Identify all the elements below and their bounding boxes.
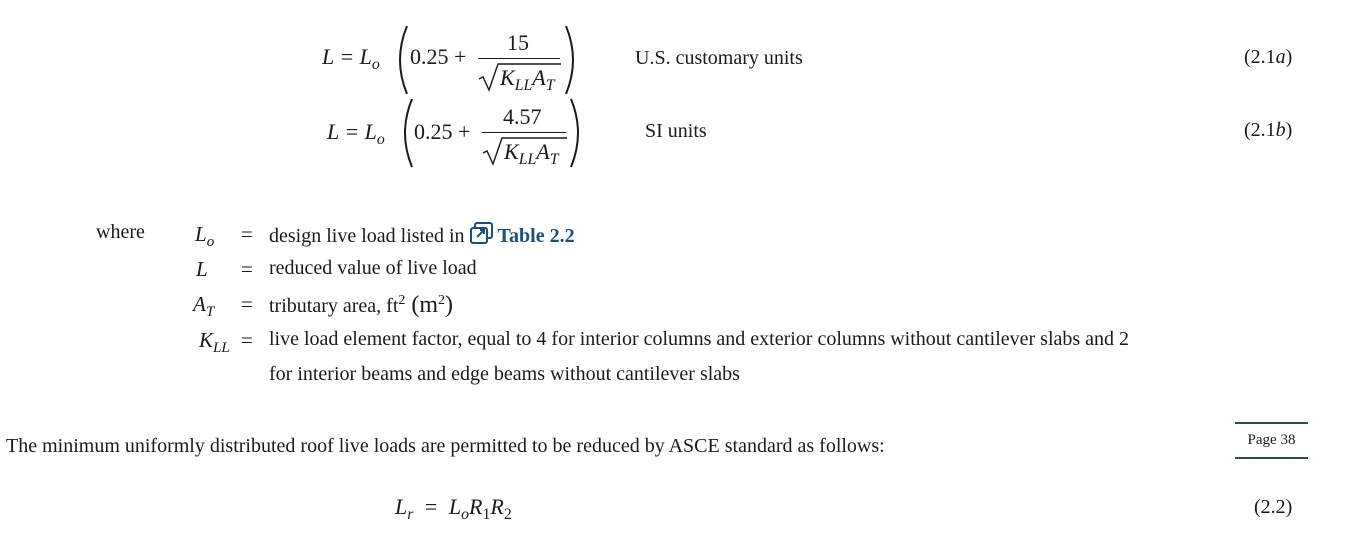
eq-2-1b-unit-label: SI units [645,120,707,142]
def-text-kll-line1: live load element factor, equal to 4 for interior columns and exterior columns without cantilever slabs and 2 [269,328,1130,350]
def-equals-at: = [241,292,253,316]
def-text-lo: design live load listed in Table 2.2 [269,222,575,250]
eq-2-1b-right-paren [567,97,587,169]
eq-2-1a-number: (2.1a) [1244,46,1293,68]
eq-2-1a-numerator: 15 [507,30,529,55]
def-symbol-kll: $K_{LL}$ [199,328,230,356]
eq-2-1a-right-paren [562,24,582,96]
external-link-icon[interactable] [470,222,494,250]
eq-2-1a-unit-label: U.S. customary units [635,47,803,69]
def-symbol-at: $A_T$ [193,292,215,320]
def-equals-kll: = [241,328,253,352]
def-text-l: reduced value of live load [269,257,477,279]
eq-2-1b-numerator: 4.57 [503,104,542,129]
table-2-2-link[interactable]: Table 2.2 [497,225,575,247]
eq-2-1a-denominator: $K_{LL}A_T$ [500,65,555,95]
eq-2-1a-constant: 0.25 + [410,44,467,69]
eq-2-1b-left-paren [396,97,416,169]
eq-2-1b-denominator: $K_{LL}A_T$ [504,139,559,169]
def-symbol-lo: $L_o$ [195,222,215,250]
roof-live-load-paragraph: The minimum uniformly distributed roof live loads are permitted to be reduced by ASCE standard as follows: [6,435,885,457]
eq-2-2-number: (2.2) [1254,496,1293,518]
def-text-at: tributary area, $ft^2$ $(m^2)$ [269,292,454,318]
def-equals-l: = [241,257,253,281]
page-marker: Page 38 [1235,422,1308,459]
where-label: where [96,221,145,243]
eq-2-1b-fraction-bar [482,132,566,133]
def-text-kll-line2: for interior beams and edge beams without cantilever slabs [269,363,740,385]
eq-2-2-expression: $L_r = L_oR_1R_2$ [395,494,512,524]
eq-2-1b-lhs: $L = L_o$ [327,119,385,149]
eq-2-1a-fraction-bar [478,58,560,59]
eq-2-1b-constant: 0.25 + [414,119,471,144]
def-symbol-l: L [196,257,208,281]
def-equals-lo: = [241,222,253,246]
eq-2-1b-number: (2.1b) [1244,119,1293,141]
eq-2-1a-lhs: $L = L_o$ [322,44,380,74]
eq-2-1a-left-paren [391,24,411,96]
